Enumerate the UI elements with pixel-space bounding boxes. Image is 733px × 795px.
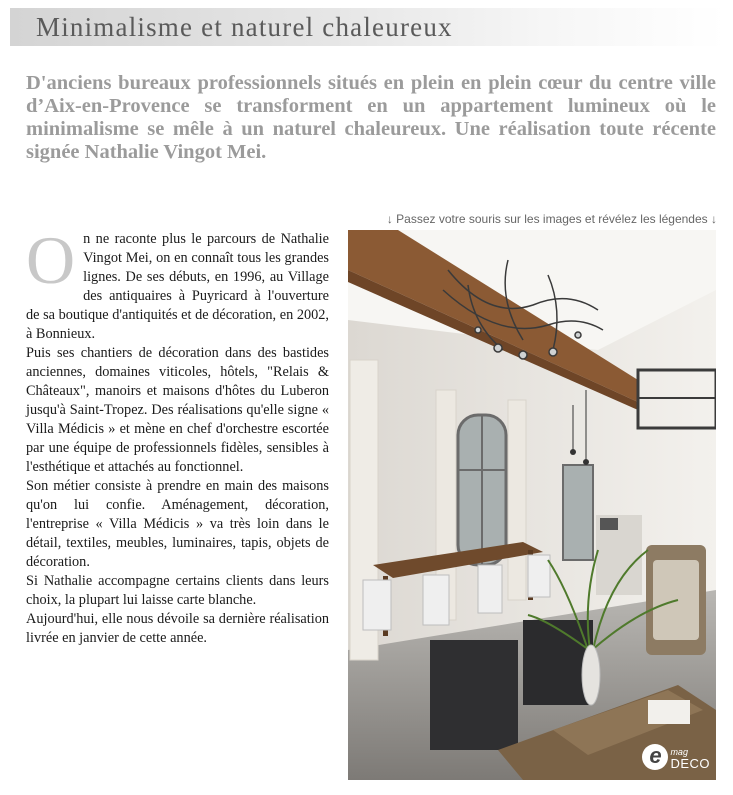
pouf xyxy=(430,640,518,750)
hover-hint: ↓ Passez votre souris sur les images et révélez les légendes ↓ xyxy=(386,212,717,226)
title-bar xyxy=(10,8,725,46)
logo-deco: DECO xyxy=(670,756,710,771)
article-body xyxy=(26,222,329,648)
article-paragraph: Si Nathalie accompagne certains clients dans leurs choix, la plupart lui laisse carte blanche. xyxy=(26,573,329,608)
page-title: Minimalisme et naturel chaleureux xyxy=(36,12,453,42)
article-paragraph: Puis ses chantiers de décoration dans des bastides anciennes, domaines viticoles, hôtels, "Relais & Châteaux", manoirs et maisons d'hôtes du Luberon jusqu'à Saint-Tropez. Des réalisations qu'elle signe « Villa Médicis » et mène en chef d'orchestre escortée par une équipe de professionnels fidèles, sensibles à l'esthétique et attachés au fonctionnel. xyxy=(26,345,329,475)
article-paragraph: Aujourd'hui, elle nous dévoile sa dernière réalisation livrée en janvier de cette année. xyxy=(26,611,329,646)
intro-paragraph: D'anciens bureaux professionnels situés en plein en plein cœur du centre ville d’Aix-en-Provence se transforment en un appartement lumineux où le minimalisme se mêle à un naturel chaleureux. Une réalisation toute récente signée Nathalie Vingot Mei. xyxy=(26,72,716,163)
emag-deco-logo xyxy=(642,744,710,770)
logo-mag: mag xyxy=(670,747,688,757)
interior-photo[interactable] xyxy=(348,230,716,780)
article-paragraph: Son métier consiste à prendre en main des maisons qu'on lui confie. Aménagement, décoration, l'entreprise « Villa Médicis » va très loin dans le détail, textiles, meubles, luminaires, tapis, objets de décoration. xyxy=(26,478,329,570)
article-paragraph: n ne raconte plus le parcours de Nathalie Vingot Mei, on en connaît tous les grandes lignes. De ses débuts, en 1996, au Village des antiquaires à Puyricard à l'ouverture de sa boutique d'antiquités et de décoration, en 2002, à Bonnieux. xyxy=(26,231,329,342)
drop-cap: O xyxy=(26,222,76,298)
logo-mark: e xyxy=(642,744,668,770)
dining-room-illustration xyxy=(348,230,716,780)
